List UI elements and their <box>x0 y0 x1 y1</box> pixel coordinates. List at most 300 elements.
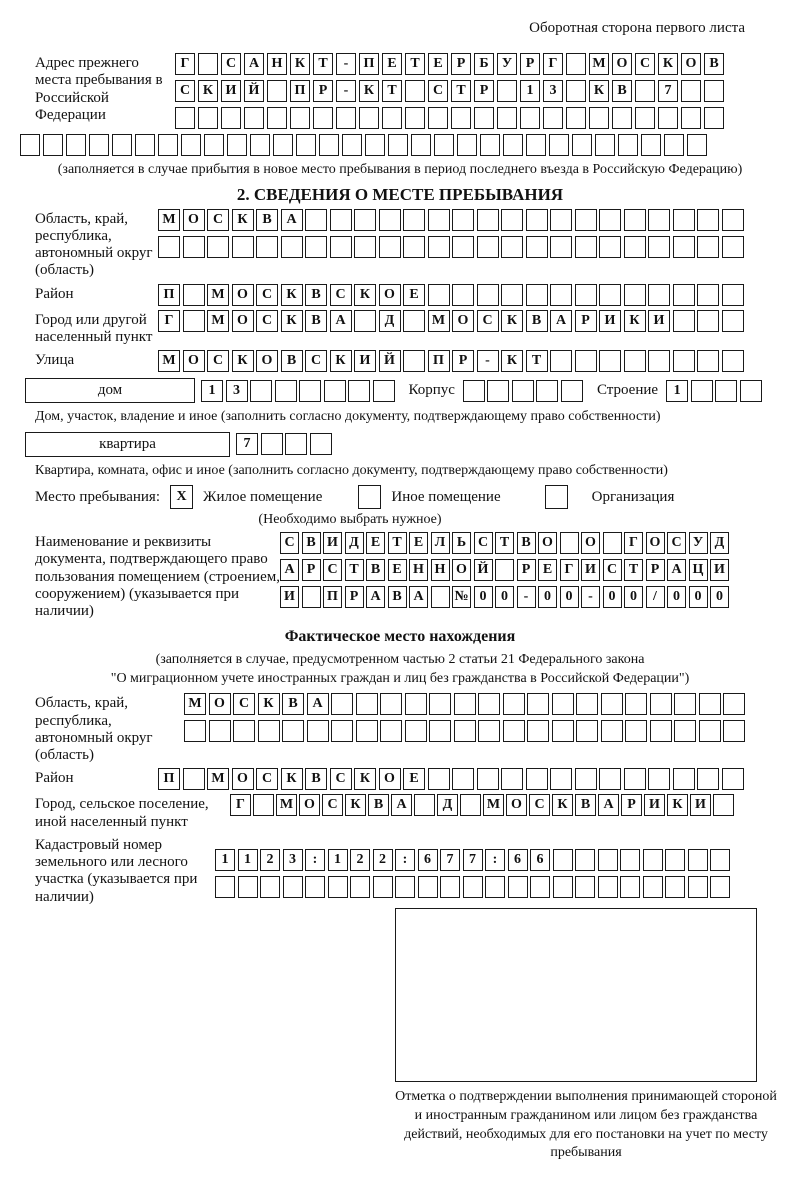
char-box[interactable] <box>403 350 425 372</box>
char-box[interactable] <box>650 720 672 742</box>
char-box[interactable] <box>697 310 719 332</box>
char-box[interactable] <box>307 720 329 742</box>
char-box[interactable] <box>158 236 180 258</box>
char-box[interactable] <box>550 284 572 306</box>
char-box[interactable]: С <box>477 310 499 332</box>
char-box[interactable] <box>454 720 476 742</box>
char-box[interactable] <box>260 876 280 898</box>
char-box[interactable] <box>618 134 638 156</box>
char-box[interactable] <box>497 80 517 102</box>
char-box[interactable] <box>434 134 454 156</box>
char-box[interactable] <box>267 107 287 129</box>
char-box[interactable] <box>722 310 744 332</box>
char-box[interactable] <box>405 80 425 102</box>
char-box[interactable]: П <box>158 768 180 790</box>
char-box[interactable] <box>418 876 438 898</box>
char-box[interactable]: Й <box>474 559 493 581</box>
char-box[interactable] <box>723 693 745 715</box>
char-box[interactable] <box>198 53 218 75</box>
char-box[interactable]: В <box>366 559 385 581</box>
char-box[interactable]: П <box>359 53 379 75</box>
char-box[interactable] <box>452 236 474 258</box>
char-box[interactable] <box>460 794 481 816</box>
char-box[interactable] <box>722 350 744 372</box>
char-box[interactable] <box>688 849 708 871</box>
char-box[interactable] <box>310 433 332 455</box>
char-box[interactable] <box>641 134 661 156</box>
char-box[interactable]: С <box>322 794 343 816</box>
char-box[interactable]: 1 <box>215 849 235 871</box>
char-box[interactable]: А <box>280 559 299 581</box>
char-box[interactable]: И <box>581 559 600 581</box>
char-box[interactable]: 7 <box>236 433 258 455</box>
char-box[interactable] <box>550 768 572 790</box>
char-box[interactable] <box>691 380 713 402</box>
char-box[interactable] <box>625 720 647 742</box>
char-box[interactable]: Р <box>345 586 364 608</box>
char-box[interactable] <box>665 876 685 898</box>
char-box[interactable] <box>331 720 353 742</box>
char-box[interactable] <box>454 693 476 715</box>
char-box[interactable] <box>313 107 333 129</box>
char-box[interactable]: И <box>599 310 621 332</box>
char-box[interactable] <box>648 284 670 306</box>
char-box[interactable]: И <box>648 310 670 332</box>
char-box[interactable]: М <box>276 794 297 816</box>
char-box[interactable]: Л <box>431 532 450 554</box>
char-box[interactable] <box>478 693 500 715</box>
char-box[interactable]: 1 <box>238 849 258 871</box>
char-box[interactable]: - <box>336 80 356 102</box>
char-box[interactable] <box>553 849 573 871</box>
char-box[interactable] <box>379 236 401 258</box>
char-box[interactable] <box>526 134 546 156</box>
char-box[interactable]: С <box>256 284 278 306</box>
char-box[interactable] <box>601 720 623 742</box>
char-box[interactable] <box>428 236 450 258</box>
char-box[interactable] <box>336 107 356 129</box>
char-box[interactable] <box>354 236 376 258</box>
char-box[interactable]: Т <box>451 80 471 102</box>
char-box[interactable] <box>704 80 724 102</box>
char-box[interactable] <box>673 209 695 231</box>
char-box[interactable] <box>457 134 477 156</box>
char-box[interactable]: Т <box>624 559 643 581</box>
char-box[interactable]: Р <box>646 559 665 581</box>
char-box[interactable]: М <box>184 693 206 715</box>
char-box[interactable] <box>328 876 348 898</box>
char-box[interactable] <box>348 380 370 402</box>
char-box[interactable]: Г <box>158 310 180 332</box>
char-box[interactable] <box>405 107 425 129</box>
char-box[interactable] <box>501 236 523 258</box>
char-box[interactable] <box>527 720 549 742</box>
char-box[interactable] <box>699 720 721 742</box>
char-box[interactable] <box>589 107 609 129</box>
char-box[interactable]: А <box>307 693 329 715</box>
char-box[interactable] <box>648 236 670 258</box>
char-box[interactable] <box>209 720 231 742</box>
char-box[interactable] <box>244 107 264 129</box>
char-box[interactable]: 1 <box>328 849 348 871</box>
char-box[interactable] <box>697 209 719 231</box>
char-box[interactable] <box>722 768 744 790</box>
char-box[interactable] <box>452 284 474 306</box>
char-box[interactable] <box>620 876 640 898</box>
checkbox-other-premises[interactable] <box>358 485 381 509</box>
char-box[interactable]: П <box>323 586 342 608</box>
char-box[interactable]: С <box>330 284 352 306</box>
char-box[interactable]: К <box>330 350 352 372</box>
char-box[interactable] <box>722 209 744 231</box>
char-box[interactable] <box>576 720 598 742</box>
char-box[interactable] <box>710 849 730 871</box>
char-box[interactable] <box>250 134 270 156</box>
char-box[interactable]: В <box>368 794 389 816</box>
char-box[interactable] <box>713 794 734 816</box>
char-box[interactable] <box>620 849 640 871</box>
char-box[interactable] <box>405 693 427 715</box>
char-box[interactable] <box>575 284 597 306</box>
char-box[interactable]: В <box>517 532 536 554</box>
char-box[interactable]: В <box>305 284 327 306</box>
char-box[interactable] <box>648 209 670 231</box>
char-box[interactable] <box>215 876 235 898</box>
char-box[interactable]: С <box>474 532 493 554</box>
char-box[interactable] <box>428 768 450 790</box>
char-box[interactable]: Т <box>405 53 425 75</box>
char-box[interactable]: А <box>366 586 385 608</box>
char-box[interactable] <box>549 134 569 156</box>
char-box[interactable]: Б <box>474 53 494 75</box>
char-box[interactable]: С <box>256 768 278 790</box>
char-box[interactable] <box>305 236 327 258</box>
char-box[interactable] <box>664 134 684 156</box>
char-box[interactable]: А <box>244 53 264 75</box>
char-box[interactable]: Р <box>474 80 494 102</box>
char-box[interactable] <box>20 134 40 156</box>
char-box[interactable]: Н <box>431 559 450 581</box>
char-box[interactable]: К <box>667 794 688 816</box>
char-box[interactable] <box>526 768 548 790</box>
char-box[interactable]: С <box>330 768 352 790</box>
char-box[interactable] <box>480 134 500 156</box>
char-box[interactable]: Р <box>621 794 642 816</box>
char-box[interactable] <box>572 134 592 156</box>
char-box[interactable]: И <box>710 559 729 581</box>
char-box[interactable] <box>305 876 325 898</box>
char-box[interactable] <box>575 876 595 898</box>
char-box[interactable]: 0 <box>560 586 579 608</box>
char-box[interactable] <box>485 876 505 898</box>
char-box[interactable] <box>601 693 623 715</box>
char-box[interactable]: : <box>395 849 415 871</box>
char-box[interactable] <box>508 876 528 898</box>
char-box[interactable] <box>356 720 378 742</box>
char-box[interactable]: Д <box>437 794 458 816</box>
char-box[interactable]: С <box>207 350 229 372</box>
char-box[interactable] <box>330 236 352 258</box>
char-box[interactable] <box>520 107 540 129</box>
char-box[interactable]: Р <box>451 53 471 75</box>
char-box[interactable] <box>598 849 618 871</box>
char-box[interactable] <box>697 284 719 306</box>
char-box[interactable] <box>536 380 558 402</box>
char-box[interactable] <box>365 134 385 156</box>
char-box[interactable] <box>285 433 307 455</box>
char-box[interactable]: С <box>635 53 655 75</box>
char-box[interactable]: Т <box>388 532 407 554</box>
char-box[interactable]: Н <box>267 53 287 75</box>
char-box[interactable]: 2 <box>350 849 370 871</box>
char-box[interactable] <box>722 284 744 306</box>
char-box[interactable]: - <box>336 53 356 75</box>
char-box[interactable] <box>501 284 523 306</box>
char-box[interactable] <box>566 80 586 102</box>
char-box[interactable] <box>299 380 321 402</box>
char-box[interactable] <box>181 134 201 156</box>
char-box[interactable] <box>526 284 548 306</box>
char-box[interactable] <box>379 209 401 231</box>
char-box[interactable]: 1 <box>201 380 223 402</box>
char-box[interactable] <box>478 720 500 742</box>
char-box[interactable] <box>350 876 370 898</box>
char-box[interactable] <box>238 876 258 898</box>
char-box[interactable] <box>503 693 525 715</box>
char-box[interactable]: Т <box>345 559 364 581</box>
char-box[interactable]: К <box>354 284 376 306</box>
char-box[interactable]: А <box>550 310 572 332</box>
char-box[interactable]: Р <box>452 350 474 372</box>
char-box[interactable]: О <box>209 693 231 715</box>
char-box[interactable]: Г <box>230 794 251 816</box>
char-box[interactable] <box>560 532 579 554</box>
char-box[interactable] <box>184 720 206 742</box>
char-box[interactable]: 0 <box>667 586 686 608</box>
char-box[interactable] <box>232 236 254 258</box>
char-box[interactable] <box>624 209 646 231</box>
char-box[interactable] <box>428 107 448 129</box>
char-box[interactable] <box>697 236 719 258</box>
char-box[interactable] <box>319 134 339 156</box>
char-box[interactable] <box>648 768 670 790</box>
char-box[interactable]: 6 <box>418 849 438 871</box>
char-box[interactable]: О <box>232 284 254 306</box>
char-box[interactable] <box>429 720 451 742</box>
char-box[interactable] <box>575 209 597 231</box>
char-box[interactable] <box>512 380 534 402</box>
char-box[interactable] <box>440 876 460 898</box>
char-box[interactable]: А <box>281 209 303 231</box>
char-box[interactable] <box>283 876 303 898</box>
char-box[interactable] <box>253 794 274 816</box>
char-box[interactable] <box>403 236 425 258</box>
char-box[interactable]: А <box>598 794 619 816</box>
char-box[interactable] <box>258 720 280 742</box>
char-box[interactable]: И <box>323 532 342 554</box>
char-box[interactable]: Е <box>403 768 425 790</box>
char-box[interactable]: Г <box>175 53 195 75</box>
char-box[interactable]: К <box>281 284 303 306</box>
char-box[interactable] <box>158 134 178 156</box>
char-box[interactable]: 3 <box>226 380 248 402</box>
char-box[interactable]: 3 <box>543 80 563 102</box>
char-box[interactable] <box>451 107 471 129</box>
char-box[interactable] <box>561 380 583 402</box>
char-box[interactable]: № <box>452 586 471 608</box>
char-box[interactable] <box>599 209 621 231</box>
char-box[interactable] <box>296 134 316 156</box>
char-box[interactable] <box>66 134 86 156</box>
char-box[interactable]: С <box>667 532 686 554</box>
char-box[interactable] <box>687 134 707 156</box>
char-box[interactable]: С <box>207 209 229 231</box>
char-box[interactable] <box>221 107 241 129</box>
char-box[interactable] <box>575 350 597 372</box>
char-box[interactable]: М <box>589 53 609 75</box>
char-box[interactable]: К <box>589 80 609 102</box>
char-box[interactable]: / <box>646 586 665 608</box>
char-box[interactable] <box>411 134 431 156</box>
char-box[interactable]: В <box>256 209 278 231</box>
char-box[interactable]: К <box>281 310 303 332</box>
char-box[interactable] <box>501 209 523 231</box>
char-box[interactable]: О <box>232 310 254 332</box>
char-box[interactable]: В <box>704 53 724 75</box>
char-box[interactable]: О <box>581 532 600 554</box>
char-box[interactable]: М <box>158 209 180 231</box>
house-type-box[interactable] <box>25 378 195 403</box>
char-box[interactable] <box>635 107 655 129</box>
char-box[interactable] <box>665 849 685 871</box>
char-box[interactable] <box>643 849 663 871</box>
char-box[interactable]: П <box>428 350 450 372</box>
char-box[interactable] <box>552 693 574 715</box>
char-box[interactable] <box>530 876 550 898</box>
char-box[interactable]: 6 <box>530 849 550 871</box>
char-box[interactable]: 2 <box>373 849 393 871</box>
char-box[interactable]: О <box>506 794 527 816</box>
char-box[interactable] <box>710 876 730 898</box>
char-box[interactable]: 7 <box>463 849 483 871</box>
char-box[interactable]: Е <box>403 284 425 306</box>
char-box[interactable] <box>697 350 719 372</box>
char-box[interactable]: У <box>689 532 708 554</box>
char-box[interactable]: 0 <box>538 586 557 608</box>
char-box[interactable] <box>112 134 132 156</box>
char-box[interactable] <box>612 107 632 129</box>
char-box[interactable] <box>273 134 293 156</box>
char-box[interactable] <box>566 107 586 129</box>
char-box[interactable] <box>673 236 695 258</box>
char-box[interactable] <box>356 693 378 715</box>
char-box[interactable] <box>403 209 425 231</box>
char-box[interactable] <box>207 236 229 258</box>
char-box[interactable] <box>503 720 525 742</box>
char-box[interactable] <box>282 720 304 742</box>
char-box[interactable]: 6 <box>508 849 528 871</box>
char-box[interactable]: К <box>281 768 303 790</box>
char-box[interactable]: О <box>538 532 557 554</box>
char-box[interactable]: В <box>305 768 327 790</box>
char-box[interactable]: Е <box>409 532 428 554</box>
char-box[interactable]: Р <box>517 559 536 581</box>
char-box[interactable]: В <box>526 310 548 332</box>
char-box[interactable]: - <box>477 350 499 372</box>
char-box[interactable] <box>463 380 485 402</box>
char-box[interactable] <box>527 693 549 715</box>
char-box[interactable]: Й <box>244 80 264 102</box>
char-box[interactable] <box>463 876 483 898</box>
char-box[interactable]: К <box>232 209 254 231</box>
char-box[interactable] <box>673 350 695 372</box>
char-box[interactable] <box>290 107 310 129</box>
char-box[interactable] <box>382 107 402 129</box>
char-box[interactable]: М <box>207 284 229 306</box>
char-box[interactable] <box>603 532 622 554</box>
char-box[interactable] <box>204 134 224 156</box>
char-box[interactable]: К <box>354 768 376 790</box>
char-box[interactable]: 1 <box>666 380 688 402</box>
char-box[interactable] <box>550 350 572 372</box>
char-box[interactable]: 0 <box>710 586 729 608</box>
char-box[interactable] <box>227 134 247 156</box>
char-box[interactable]: Р <box>302 559 321 581</box>
char-box[interactable]: К <box>359 80 379 102</box>
char-box[interactable] <box>183 310 205 332</box>
char-box[interactable]: С <box>175 80 195 102</box>
char-box[interactable]: 2 <box>260 849 280 871</box>
char-box[interactable]: С <box>323 559 342 581</box>
char-box[interactable]: 0 <box>474 586 493 608</box>
char-box[interactable]: Д <box>379 310 401 332</box>
char-box[interactable] <box>575 768 597 790</box>
char-box[interactable]: П <box>290 80 310 102</box>
char-box[interactable] <box>715 380 737 402</box>
char-box[interactable] <box>625 693 647 715</box>
char-box[interactable] <box>359 107 379 129</box>
char-box[interactable] <box>552 720 574 742</box>
char-box[interactable] <box>487 380 509 402</box>
char-box[interactable] <box>658 107 678 129</box>
char-box[interactable] <box>183 768 205 790</box>
char-box[interactable] <box>575 849 595 871</box>
char-box[interactable]: К <box>624 310 646 332</box>
char-box[interactable]: О <box>299 794 320 816</box>
char-box[interactable] <box>302 586 321 608</box>
char-box[interactable] <box>414 794 435 816</box>
char-box[interactable]: Т <box>495 532 514 554</box>
char-box[interactable] <box>342 134 362 156</box>
char-box[interactable] <box>553 876 573 898</box>
char-box[interactable] <box>474 107 494 129</box>
char-box[interactable]: 0 <box>689 586 708 608</box>
char-box[interactable] <box>261 433 283 455</box>
char-box[interactable]: С <box>603 559 622 581</box>
char-box[interactable] <box>566 53 586 75</box>
char-box[interactable]: 3 <box>283 849 303 871</box>
char-box[interactable]: А <box>391 794 412 816</box>
char-box[interactable] <box>576 693 598 715</box>
char-box[interactable]: В <box>575 794 596 816</box>
char-box[interactable] <box>599 350 621 372</box>
char-box[interactable]: С <box>256 310 278 332</box>
char-box[interactable]: О <box>256 350 278 372</box>
char-box[interactable] <box>740 380 762 402</box>
char-box[interactable] <box>501 768 523 790</box>
char-box[interactable] <box>674 693 696 715</box>
char-box[interactable] <box>395 876 415 898</box>
